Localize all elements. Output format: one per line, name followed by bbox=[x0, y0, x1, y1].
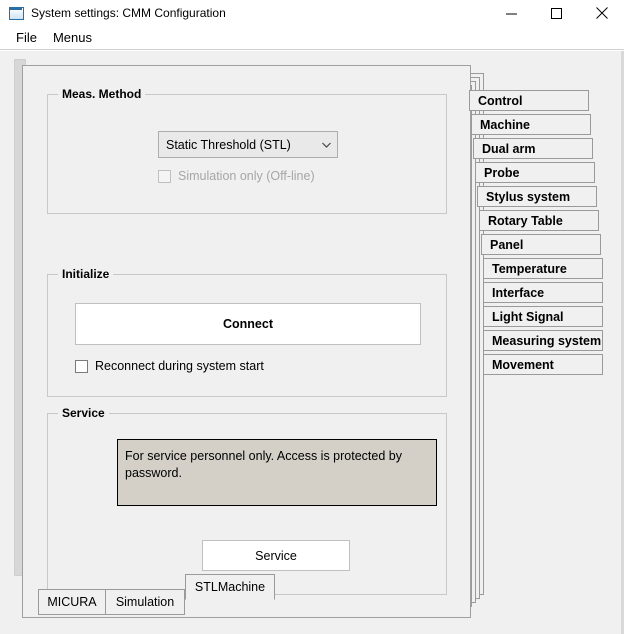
cmm-configuration-page bbox=[22, 65, 471, 618]
connect-button[interactable] bbox=[75, 303, 421, 345]
connect-button-label: Connect bbox=[223, 317, 273, 331]
side-tab-label: Measuring system bbox=[492, 333, 602, 348]
side-tab-interface[interactable] bbox=[483, 282, 603, 303]
side-tab-label: Stylus system bbox=[486, 189, 571, 204]
side-tab-stylus-system[interactable] bbox=[477, 186, 597, 207]
meas-method-combo-value: Static Threshold (STL) bbox=[166, 137, 291, 152]
side-tab-label: Temperature bbox=[492, 261, 567, 276]
side-tab-light-signal[interactable] bbox=[483, 306, 603, 327]
service-button[interactable] bbox=[202, 540, 350, 571]
maximize-icon[interactable] bbox=[534, 0, 579, 26]
service-button-label: Service bbox=[255, 548, 297, 563]
side-tab-probe[interactable] bbox=[475, 162, 595, 183]
service-notice: For service personnel only. Access is protected by password. bbox=[117, 439, 437, 506]
side-tab-label: Rotary Table bbox=[488, 213, 563, 228]
window-title: System settings: CMM Configuration bbox=[31, 6, 226, 20]
side-tab-label: Control bbox=[478, 93, 523, 108]
app-window-icon bbox=[8, 5, 24, 21]
reconnect-label: Reconnect during system start bbox=[95, 359, 264, 373]
side-tab-label: Probe bbox=[484, 165, 520, 180]
side-tab-measuring-system[interactable] bbox=[483, 330, 603, 351]
menu-bar bbox=[0, 26, 624, 50]
initialize-group-title: Initialize bbox=[58, 267, 113, 281]
simulation-only-checkbox-row[interactable] bbox=[158, 169, 315, 183]
side-tab-label: Light Signal bbox=[492, 309, 564, 324]
service-group-title: Service bbox=[58, 406, 109, 420]
side-tab-label: Dual arm bbox=[482, 141, 536, 156]
simulation-only-label: Simulation only (Off-line) bbox=[178, 169, 315, 183]
title-bar bbox=[0, 0, 624, 27]
side-tab-temperature[interactable] bbox=[483, 258, 603, 279]
side-tab-movement[interactable] bbox=[483, 354, 603, 375]
simulation-only-checkbox[interactable] bbox=[158, 170, 171, 183]
side-tab-machine[interactable] bbox=[471, 114, 591, 135]
close-icon[interactable] bbox=[579, 0, 624, 26]
meas-method-group bbox=[47, 87, 447, 214]
side-tab-rotary-table[interactable] bbox=[479, 210, 599, 231]
reconnect-checkbox[interactable] bbox=[75, 360, 88, 373]
side-tab-label: Panel bbox=[490, 237, 524, 252]
meas-method-group-title: Meas. Method bbox=[58, 87, 145, 101]
side-tab-control[interactable] bbox=[469, 90, 589, 111]
meas-method-combo[interactable] bbox=[158, 131, 338, 158]
side-tab-label: Machine bbox=[480, 117, 531, 132]
chevron-down-icon bbox=[315, 132, 337, 157]
minimize-icon[interactable] bbox=[489, 0, 534, 26]
reconnect-checkbox-row[interactable] bbox=[75, 359, 264, 373]
window-controls bbox=[489, 0, 624, 26]
bottom-tab-stlmachine[interactable] bbox=[185, 574, 275, 600]
menu-item-file[interactable]: File bbox=[16, 30, 37, 45]
menu-item-menus[interactable]: Menus bbox=[52, 30, 92, 45]
side-tab-dual-arm[interactable] bbox=[473, 138, 593, 159]
initialize-group bbox=[47, 267, 447, 397]
side-tab-label: Interface bbox=[492, 285, 545, 300]
bottom-tab-simulation[interactable] bbox=[105, 589, 185, 615]
bottom-tab-label: Simulation bbox=[115, 595, 175, 609]
bottom-tab-micura[interactable] bbox=[38, 589, 106, 615]
bottom-tab-label: MICURA bbox=[47, 595, 97, 609]
side-tab-panel[interactable] bbox=[481, 234, 601, 255]
client-area bbox=[0, 51, 624, 634]
bottom-tab-label: STLMachine bbox=[194, 580, 266, 594]
service-group bbox=[47, 406, 447, 595]
side-tab-label: Movement bbox=[492, 357, 554, 372]
